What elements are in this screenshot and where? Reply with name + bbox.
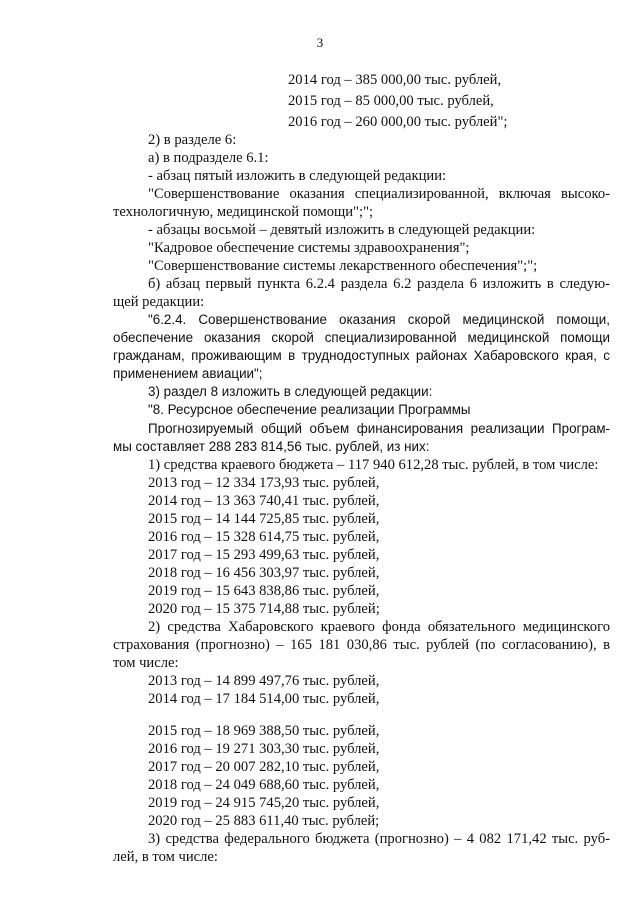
text-line: 2017 год – 20 007 282,10 тыс. рублей, (148, 759, 380, 775)
text-line: "Совершенствование системы лекарственного обеспечения";"; (148, 258, 538, 274)
text-line: 2018 год – 24 049 688,60 тыс. рублей, (148, 777, 380, 793)
text-line: 2017 год – 15 293 499,63 тыс. рублей, (148, 547, 380, 563)
text-line: а) в подразделе 6.1: (148, 150, 269, 166)
text-line: 2016 год – 15 328 614,75 тыс. рублей, (148, 529, 380, 545)
text-line: "8. Ресурсное обеспечение реализации Программы (148, 402, 471, 417)
text-line: 2020 год – 15 375 714,88 тыс. рублей; (148, 601, 380, 617)
text-line: применением авиации"; (113, 366, 263, 381)
text-line: 2019 год – 24 915 745,20 тыс. рублей, (148, 795, 380, 811)
text-line: 2013 год – 14 899 497,76 тыс. рублей, (148, 673, 380, 689)
text-line: 1) средства краевого бюджета – 117 940 612,28 тыс. рублей, в том числе: (148, 457, 599, 473)
text-line: "6.2.4. Совершенствование оказания скорой медицинской помощи, (148, 312, 610, 327)
text-line: страхования (прогнозно) – 165 181 030,86 тыс. рублей (по согласованию), в (113, 637, 610, 653)
text-line: - абзацы восьмой – девятый изложить в следующей редакции: (148, 222, 536, 238)
text-line: 2019 год – 15 643 838,86 тыс. рублей, (148, 583, 380, 599)
text-line: 2014 год – 17 184 514,00 тыс. рублей, (148, 691, 380, 707)
text-line: "Кадровое обеспечение системы здравоохранения"; (148, 240, 470, 256)
text-line: 2016 год – 19 271 303,30 тыс. рублей, (148, 741, 380, 757)
text-line: Прогнозируемый общий объем финансирования реализации Програм- (148, 421, 610, 436)
text-line: "Совершенствование оказания специализированной, включая высоко- (148, 186, 610, 202)
text-line: - абзац пятый изложить в следующей редакции: (148, 168, 447, 184)
text-line: технологичную, медицинской помощи";"; (113, 204, 374, 220)
text-line: 3) средства федерального бюджета (прогнозно) – 4 082 171,42 тыс. руб- (148, 831, 610, 847)
text-line: 2) в разделе 6: (148, 132, 237, 148)
text-line: 2018 год – 16 456 303,97 тыс. рублей, (148, 565, 380, 581)
text-line: гражданам, проживающим в труднодоступных районах Хабаровского края, с (113, 348, 610, 363)
text-line: мы составляет 288 283 814,56 тыс. рублей, из них: (113, 439, 430, 454)
text-line: 3) раздел 8 изложить в следующей редакции: (148, 384, 433, 399)
text-line: 2015 год – 14 144 725,85 тыс. рублей, (148, 511, 380, 527)
text-line: 2014 год – 385 000,00 тыс. рублей, (288, 72, 502, 88)
text-line: 2015 год – 18 969 388,50 тыс. рублей, (148, 723, 380, 739)
text-line: щей редакции: (113, 294, 205, 310)
text-line: 2020 год – 25 883 611,40 тыс. рублей; (148, 813, 380, 829)
text-line: 2014 год – 13 363 740,41 тыс. рублей, (148, 493, 380, 509)
text-line: обеспечение оказания скорой специализированной медицинской помощи (113, 330, 610, 345)
page-number: 3 (316, 35, 324, 50)
text-line: 2015 год – 85 000,00 тыс. рублей, (288, 93, 494, 109)
text-line: б) абзац первый пункта 6.2.4 раздела 6.2 раздела 6 изложить в следую- (148, 276, 610, 292)
text-line: том числе: (113, 655, 179, 671)
text-line: 2016 год – 260 000,00 тыс. рублей"; (288, 114, 508, 130)
text-line: лей, в том числе: (113, 849, 218, 865)
text-line: 2013 год – 12 334 173,93 тыс. рублей, (148, 475, 380, 491)
text-line: 2) средства Хабаровского краевого фонда обязательного медицинского (148, 619, 610, 635)
